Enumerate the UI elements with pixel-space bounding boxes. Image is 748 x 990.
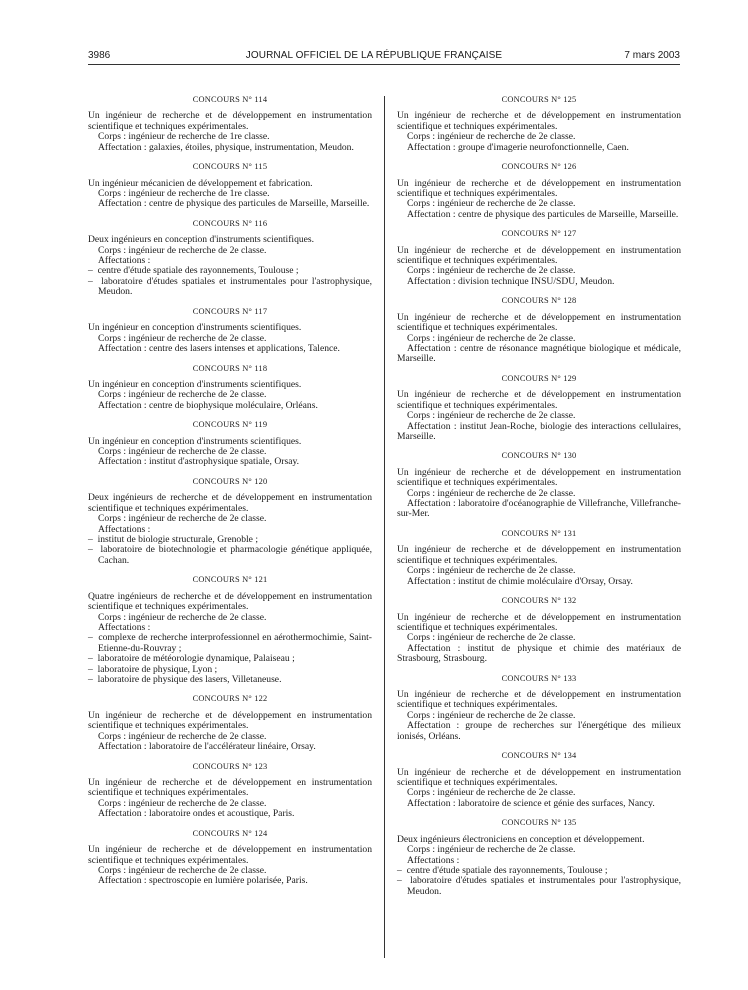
concours-entry <box>397 818 681 897</box>
concours-detail: Corps : ingénieur de recherche de 2e classe. <box>98 730 267 742</box>
concours-title: CONCOURS N° 121 <box>192 575 268 585</box>
concours-entry <box>88 162 372 210</box>
concours-detail: Corps : ingénieur de recherche de 2e classe. <box>407 487 576 499</box>
concours-detail: Affectation : division technique INSU/SDU, Meudon. <box>407 275 615 287</box>
concours-entry <box>397 229 681 287</box>
affectation-item: – laboratoire de physique des lasers, Villetaneuse. <box>88 675 372 685</box>
concours-detail: Corps : ingénieur de recherche de 2e classe. <box>407 198 576 210</box>
concours-description: Un ingénieur en conception d'instruments scientifiques. <box>88 322 302 334</box>
concours-description: Un ingénieur de recherche et de développement en instrumentation scientifique et techniques expérimentales. <box>397 311 681 334</box>
affectation-item: – laboratoire d'études spatiales et instrumentales pour l'astrophysique, Meudon. <box>88 277 372 298</box>
concours-description: Un ingénieur de recherche et de développement en instrumentation scientifique et techniques expérimentales. <box>397 689 681 711</box>
concours-detail: Corps : ingénieur de recherche de 2e classe. <box>407 332 576 344</box>
affectations-list <box>88 633 372 685</box>
affectation-item: – laboratoire d'études spatiales et instrumentales pour l'astrophysique, Meudon. <box>397 876 681 897</box>
concours-title: CONCOURS N° 124 <box>192 828 268 838</box>
concours-title: CONCOURS N° 133 <box>501 673 577 683</box>
concours-entry <box>88 420 372 468</box>
concours-detail: Corps : ingénieur de recherche de 2e classe. <box>407 410 576 422</box>
concours-description: Quatre ingénieurs de recherche et de développement en instrumentation scientifique et techniques expérimentales. <box>88 590 372 613</box>
concours-detail: Corps : ingénieur de recherche de 2e classe. <box>407 844 576 856</box>
concours-title: CONCOURS N° 118 <box>192 363 268 373</box>
concours-title: CONCOURS N° 128 <box>501 296 577 306</box>
concours-description: Deux ingénieurs électroniciens en conception et développement. <box>397 833 645 845</box>
concours-entry <box>88 219 372 298</box>
affectation-item: – laboratoire de physique, Lyon ; <box>88 665 372 675</box>
concours-detail: Affectations : <box>98 255 151 267</box>
concours-title: CONCOURS N° 114 <box>192 95 268 104</box>
concours-title: CONCOURS N° 130 <box>501 451 577 461</box>
concours-description: Un ingénieur de recherche et de développement en instrumentation scientifique et techniques expérimentales. <box>397 466 681 489</box>
concours-entry <box>88 694 372 752</box>
affectation-item: – centre d'étude spatiale des rayonnements, Toulouse ; <box>88 266 372 276</box>
concours-detail: Affectations : <box>407 854 460 866</box>
concours-entry <box>88 307 372 355</box>
concours-title: CONCOURS N° 134 <box>501 751 577 761</box>
concours-detail: Corps : ingénieur de recherche de 2e classe. <box>98 332 267 344</box>
concours-entry <box>397 95 681 153</box>
concours-description: Un ingénieur de recherche et de développement en instrumentation scientifique et techniques expérimentales. <box>88 709 372 732</box>
affectation-item: – laboratoire de météorologie dynamique, Palaiseau ; <box>88 654 372 664</box>
concours-title: CONCOURS N° 117 <box>192 306 268 316</box>
page-number: 3986 <box>88 50 111 61</box>
concours-description: Un ingénieur de recherche et de développement en instrumentation scientifique et techniques expérimentales. <box>397 544 681 566</box>
concours-detail: Affectation : laboratoire d'océanographie de Villefranche, Villefranche-sur-Mer. <box>397 498 681 520</box>
concours-description: Un ingénieur de recherche et de développement en instrumentation scientifique et techniques expérimentales. <box>88 844 372 866</box>
concours-title: CONCOURS N° 116 <box>192 218 268 228</box>
concours-entry <box>88 477 372 566</box>
concours-detail: Affectation : institut de physique et chimie des matériaux de Strasbourg, Strasbourg. <box>397 642 681 665</box>
concours-entry <box>397 451 681 519</box>
concours-title: CONCOURS N° 125 <box>501 95 577 104</box>
concours-detail: Corps : ingénieur de recherche de 2e classe. <box>98 513 267 525</box>
concours-detail: Affectation : centre de physique des particules de Marseille, Marseille. <box>407 208 679 220</box>
affectations-list <box>88 266 372 297</box>
left-column <box>88 95 372 896</box>
publication-date: 7 mars 2003 <box>624 50 680 61</box>
affectations-list <box>397 866 681 897</box>
concours-detail: Affectation : centre de biophysique moléculaire, Orléans. <box>98 399 318 411</box>
concours-description: Deux ingénieurs de recherche et de développement en instrumentation scientifique et techniques expérimentales. <box>88 492 372 514</box>
concours-description: Un ingénieur en conception d'instruments scientifiques. <box>88 435 302 447</box>
concours-detail: Affectation : centre de résonance magnétique biologique et médicale, Marseille. <box>397 343 681 365</box>
header-rule <box>88 64 680 65</box>
concours-detail: Affectation : laboratoire de l'accélérateur linéaire, Orsay. <box>98 741 316 753</box>
concours-entry <box>88 762 372 820</box>
concours-description: Un ingénieur en conception d'instruments scientifiques. <box>88 378 302 390</box>
concours-title: CONCOURS N° 119 <box>192 420 268 430</box>
concours-entry <box>88 575 372 685</box>
concours-detail: Affectation : laboratoire ondes et acoustique, Paris. <box>98 808 295 820</box>
concours-title: CONCOURS N° 127 <box>501 229 577 239</box>
concours-detail: Corps : ingénieur de recherche de 2e classe. <box>407 565 576 577</box>
page-header <box>0 0 748 60</box>
journal-title: JOURNAL OFFICIEL DE LA RÉPUBLIQUE FRANÇAISE <box>245 50 503 61</box>
concours-detail: Corps : ingénieur de recherche de 2e classe. <box>98 244 267 256</box>
concours-detail: Affectation : institut de chimie moléculaire d'Orsay, Orsay. <box>407 575 633 587</box>
affectation-item: – complexe de recherche interprofessionnel en aérothermochimie, Saint-Etienne-du-Rouvray ; <box>88 633 372 654</box>
affectations-list <box>88 535 372 566</box>
concours-description: Un ingénieur de recherche et de développement en instrumentation scientifique et techniques expérimentales. <box>397 244 681 267</box>
concours-entry <box>397 162 681 220</box>
right-column <box>397 95 681 906</box>
concours-title: CONCOURS N° 132 <box>501 596 577 606</box>
concours-detail: Affectations : <box>98 621 151 633</box>
concours-description: Un ingénieur de recherche et de développement en instrumentation scientifique et techniques expérimentales. <box>397 611 681 633</box>
concours-detail: Affectation : institut Jean-Roche, biologie des interactions cellulaires, Marseille. <box>397 420 681 442</box>
concours-detail: Corps : ingénieur de recherche de 2e classe. <box>407 709 576 721</box>
concours-title: CONCOURS N° 135 <box>501 818 577 828</box>
concours-detail: Affectation : centre des lasers intenses et applications, Talence. <box>98 343 340 354</box>
concours-detail: Corps : ingénieur de recherche de 2e classe. <box>407 632 576 644</box>
concours-detail: Corps : ingénieur de recherche de 2e classe. <box>98 611 267 623</box>
concours-title: CONCOURS N° 123 <box>192 761 268 771</box>
concours-detail: Affectation : spectroscopie en lumière polarisée, Paris. <box>98 875 308 887</box>
concours-title: CONCOURS N° 131 <box>501 528 577 538</box>
concours-detail: Affectation : laboratoire de science et génie des surfaces, Nancy. <box>407 797 655 809</box>
concours-description: Deux ingénieurs en conception d'instruments scientifiques. <box>88 234 315 246</box>
concours-entry <box>397 596 681 664</box>
concours-entry <box>88 364 372 412</box>
concours-detail: Corps : ingénieur de recherche de 2e classe. <box>98 864 267 876</box>
concours-entry <box>88 95 372 153</box>
concours-description: Un ingénieur de recherche et de développement en instrumentation scientifique et techniques expérimentales. <box>397 389 681 411</box>
concours-detail: Corps : ingénieur de recherche de 2e classe. <box>98 446 267 458</box>
concours-description: Un ingénieur de recherche et de développement en instrumentation scientifique et techniques expérimentales. <box>397 766 681 788</box>
concours-detail: Affectation : centre de physique des particules de Marseille, Marseille. <box>98 198 370 210</box>
concours-entry <box>397 296 681 364</box>
concours-detail: Affectations : <box>98 523 151 535</box>
concours-detail: Affectation : groupe d'imagerie neurofonctionnelle, Caen. <box>407 141 629 153</box>
concours-entry <box>88 829 372 887</box>
concours-entry <box>397 751 681 809</box>
concours-entry <box>397 529 681 587</box>
affectation-item: – centre d'étude spatiale des rayonnements, Toulouse ; <box>397 866 681 876</box>
concours-description: Un ingénieur de recherche et de développement en instrumentation scientifique et techniques expérimentales. <box>88 110 372 132</box>
concours-entry <box>397 374 681 442</box>
concours-detail: Corps : ingénieur de recherche de 1re classe. <box>98 131 270 143</box>
concours-detail: Corps : ingénieur de recherche de 2e classe. <box>98 797 267 809</box>
concours-detail: Corps : ingénieur de recherche de 1re classe. <box>98 187 270 199</box>
affectation-item: – laboratoire de biotechnologie et pharmacologie génétique appliquée, Cachan. <box>88 545 372 566</box>
concours-title: CONCOURS N° 122 <box>192 694 268 704</box>
concours-title: CONCOURS N° 126 <box>501 162 577 172</box>
concours-title: CONCOURS N° 129 <box>501 373 577 383</box>
concours-detail: Affectation : groupe de recherches sur l'énergétique des milieux ionisés, Orléans. <box>397 720 681 742</box>
concours-detail: Affectation : institut d'astrophysique spatiale, Orsay. <box>98 456 300 468</box>
affectation-item: – institut de biologie structurale, Grenoble ; <box>88 535 372 545</box>
column-divider <box>384 96 385 958</box>
concours-detail: Corps : ingénieur de recherche de 2e classe. <box>407 265 576 277</box>
concours-description: Un ingénieur de recherche et de développement en instrumentation scientifique et techniques expérimentales. <box>397 177 681 199</box>
concours-detail: Corps : ingénieur de recherche de 2e classe. <box>407 131 576 143</box>
concours-title: CONCOURS N° 115 <box>192 162 268 172</box>
concours-title: CONCOURS N° 120 <box>192 476 268 486</box>
concours-description: Un ingénieur de recherche et de développement en instrumentation scientifique et techniques expérimentales. <box>88 776 372 799</box>
concours-description: Un ingénieur de recherche et de développement en instrumentation scientifique et techniques expérimentales. <box>397 110 681 132</box>
concours-entry <box>397 674 681 742</box>
concours-detail: Corps : ingénieur de recherche de 2e classe. <box>407 787 576 799</box>
concours-description: Un ingénieur mécanicien de développement et fabrication. <box>88 177 313 189</box>
concours-detail: Affectation : galaxies, étoiles, physique, instrumentation, Meudon. <box>98 141 354 153</box>
concours-detail: Corps : ingénieur de recherche de 2e classe. <box>98 389 267 401</box>
